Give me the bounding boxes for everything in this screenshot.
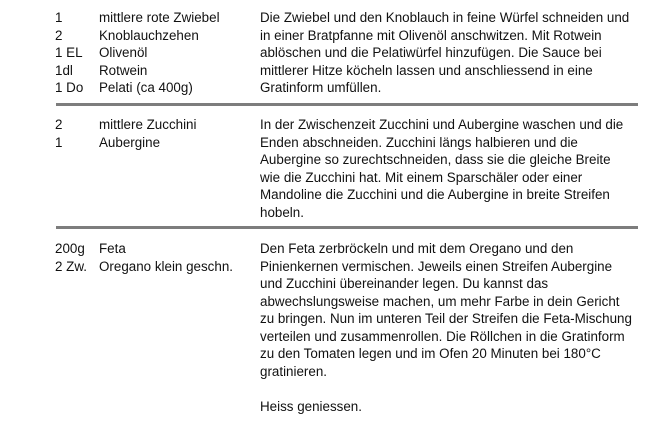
ingredient-name: Feta <box>99 241 126 256</box>
ingredient-quantity: 1 EL <box>55 45 83 60</box>
ingredient-quantity: 2 <box>55 117 63 132</box>
ingredient-name: Knoblauchzehen <box>99 27 199 43</box>
ingredient-quantity: 1dl <box>55 62 73 78</box>
ingredient-row <box>55 9 220 27</box>
ingredient-name: mittlere Zucchini <box>99 117 197 132</box>
ingredient-quantity: 1 <box>55 134 63 150</box>
section-divider <box>56 103 638 106</box>
instruction-paragraph: Den Feta zerbröckeln und mit dem Oregano und den Pinienkernen vermischen. Jeweils einen Streifen Aubergine und Zucchini übereinander legen. Du kannst das abwechslungsweise machen, um mehr Farbe in dein Gericht zu bringen. Nun im unteren Teil der Streifen die Feta-Mischung verteilen und zusammenrollen. Die Röllchen in die Gratinform zu den Tomaten legen und im Ofen 20 Minuten bei 180°C gratinieren. <box>260 241 632 379</box>
ingredient-name: Oregano klein geschn. <box>99 258 233 274</box>
section-divider <box>56 226 638 229</box>
ingredient-list <box>55 240 233 275</box>
ingredient-quantity: 2 Zw. <box>55 258 87 274</box>
instruction-paragraph: Die Zwiebel und den Knoblauch in feine Würfel schneiden und in einer Bratpfanne mit Olivenöl anschwitzen. Mit Rotwein ablöschen und die Pelatiwürfel hinzufügen. Die Sauce bei mittlerer Hitze köcheln lassen und anschliessend in eine Gratinform umfüllen. <box>260 10 630 95</box>
ingredient-quantity: 1 Do <box>55 80 84 95</box>
instruction-text <box>260 116 632 221</box>
ingredient-quantity: 2 <box>55 27 63 43</box>
ingredient-name: Rotwein <box>99 62 148 78</box>
ingredient-row <box>55 240 233 258</box>
ingredient-list <box>55 116 196 151</box>
ingredient-row <box>55 258 233 276</box>
ingredient-quantity: 200g <box>55 241 85 256</box>
ingredient-row <box>55 44 220 62</box>
instruction-text <box>260 9 632 97</box>
ingredient-name: Pelati (ca 400g) <box>99 80 193 95</box>
ingredient-list <box>55 9 220 97</box>
ingredient-name: Aubergine <box>99 134 161 150</box>
ingredient-row <box>55 62 220 80</box>
ingredient-name: mittlere rote Zwiebel <box>99 10 220 25</box>
instruction-paragraph: Heiss geniessen. <box>260 398 362 414</box>
instruction-text <box>260 240 632 415</box>
ingredient-row <box>55 79 220 97</box>
instruction-paragraph: In der Zwischenzeit Zucchini und Aubergine waschen und die Enden abschneiden. Zucchini längs halbieren und die Aubergine so zurechtschneiden, dass sie die gleiche Breite wie die Zucchini hat. Mit einem Sparschäler oder einer Mandoline die Zucchini und die Aubergine in breite Streifen hobeln. <box>260 117 624 220</box>
ingredient-row <box>55 116 196 134</box>
ingredient-row <box>55 27 220 45</box>
ingredient-quantity: 1 <box>55 10 63 25</box>
ingredient-row <box>55 134 196 152</box>
ingredient-name: Olivenöl <box>99 45 148 60</box>
